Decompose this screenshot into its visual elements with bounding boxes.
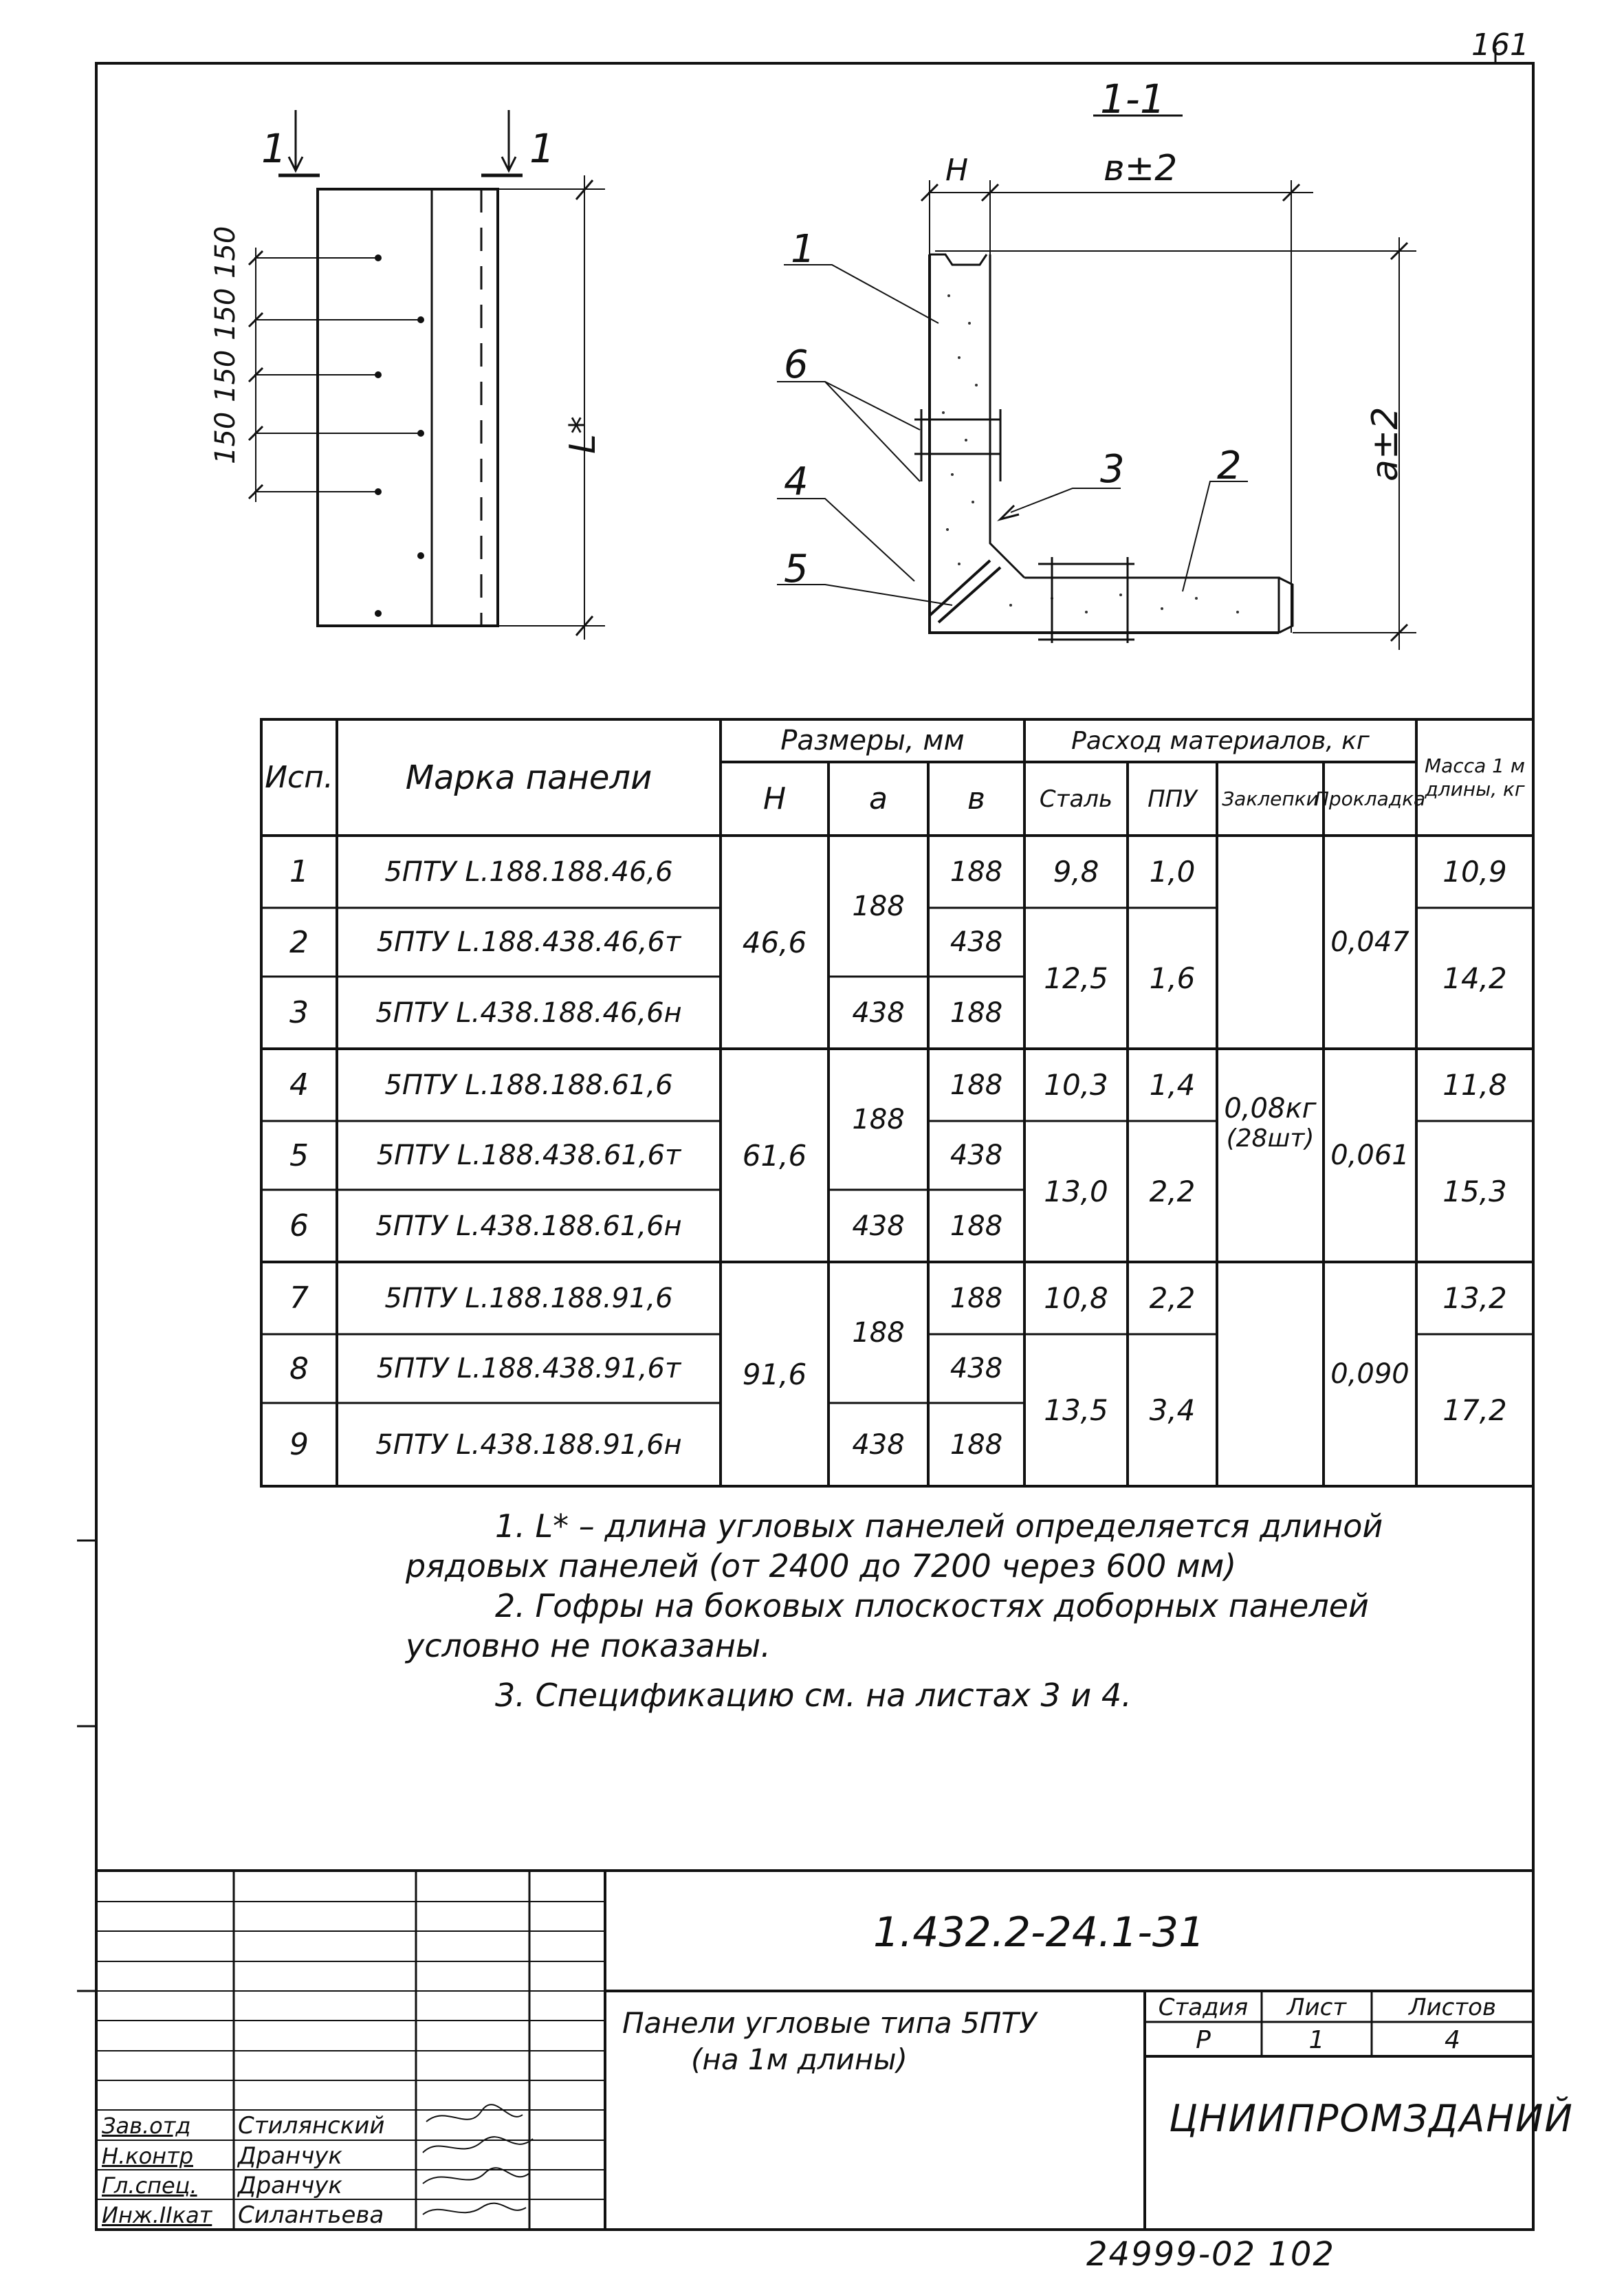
note-line-5: 3. Спецификацию см. на листах 3 и 4. (495, 1677, 1132, 1714)
row-4-mark: 5ПТУ L.188.188.61,6 (384, 1069, 673, 1101)
sheet-value: 1 (1308, 2025, 1325, 2054)
staff-name-3: Дранчук (238, 2172, 342, 2199)
header-mass: Масса 1 м длины, кг (1424, 754, 1525, 801)
row-1-mass: 10,9 (1442, 855, 1507, 889)
section-title: 1-1 (1100, 76, 1165, 122)
group-1-steel-1: 9,8 (1053, 855, 1099, 889)
staff-name-1: Стилянский (238, 2112, 385, 2140)
section-view (777, 116, 1416, 650)
header-gasket: Прокладка (1314, 787, 1426, 810)
cut-label-right: 1 (529, 125, 555, 172)
row-1-mark: 5ПТУ L.188.188.46,6 (384, 856, 673, 888)
row-7-mark: 5ПТУ L.188.188.91,6 (384, 1282, 673, 1314)
spacing-dim-1: 150 (210, 226, 241, 279)
header-mark: Марка панели (405, 758, 652, 797)
callout-2: 2 (1217, 444, 1242, 488)
callout-5: 5 (784, 547, 809, 591)
row-2-b: 438 (950, 926, 1003, 958)
row-2-mark: 5ПТУ L.188.438.46,6т (376, 926, 681, 958)
group-2-mass-2: 15,3 (1442, 1175, 1507, 1208)
row-7-mass: 13,2 (1442, 1281, 1507, 1315)
front-view (249, 110, 605, 640)
row-8-mark: 5ПТУ L.188.438.91,6т (376, 1353, 681, 1384)
group-1-a-top: 188 (852, 890, 905, 922)
group-2-steel-1: 10,3 (1044, 1068, 1108, 1102)
header-ppu: ППУ (1148, 785, 1197, 813)
header-dims: Размеры, мм (780, 725, 965, 756)
callout-4: 4 (784, 459, 809, 504)
group-3-steel-1: 10,8 (1044, 1281, 1108, 1315)
group-3-a-top: 188 (852, 1316, 905, 1349)
rivets-value: 0,08кг (1224, 1093, 1317, 1124)
group-2-a-bottom: 438 (852, 1210, 905, 1242)
row-3-b: 188 (950, 997, 1003, 1029)
row-5-b: 438 (950, 1140, 1003, 1171)
group-1-a-bottom: 438 (852, 997, 905, 1029)
callout-6: 6 (784, 342, 809, 387)
sheets-label: Листов (1408, 1993, 1496, 2021)
rivets-count: (28шт) (1226, 1124, 1315, 1153)
header-dim-H: H (762, 781, 787, 816)
group-3-mass-2: 17,2 (1442, 1393, 1507, 1427)
row-2-isp: 2 (289, 924, 309, 960)
row-6-b: 188 (950, 1210, 1003, 1242)
row-9-mark: 5ПТУ L.438.188.91,6н (375, 1428, 682, 1461)
group-2-ppu-2: 2,2 (1149, 1175, 1196, 1208)
title-line-2: (на 1м длины) (691, 2042, 908, 2076)
section-dim-h: H (945, 153, 969, 188)
group-3-ppu-2: 3,4 (1149, 1393, 1196, 1427)
panel-table (261, 719, 1533, 1486)
header-steel: Сталь (1039, 785, 1113, 813)
sheet-corner-number: 161 (1471, 28, 1529, 63)
title-line-1: Панели угловые типа 5ПТУ (622, 2005, 1037, 2040)
note-line-4: условно не показаны. (406, 1627, 771, 1664)
group-2-steel-2: 13,0 (1044, 1175, 1108, 1208)
header-rivets: Заклепки (1222, 787, 1319, 810)
row-9-isp: 9 (289, 1427, 309, 1462)
sheets-value: 4 (1445, 2025, 1460, 2054)
note-line-3: 2. Гофры на боковых плоскостях доборных панелей (495, 1587, 1369, 1624)
group-1-ppu-2: 1,6 (1149, 961, 1196, 995)
sheet-label: Лист (1286, 1993, 1347, 2021)
row-9-b: 188 (950, 1428, 1003, 1461)
row-4-b: 188 (950, 1069, 1003, 1101)
row-8-b: 438 (950, 1353, 1003, 1384)
signatures (423, 2104, 533, 2214)
group-3-gasket: 0,090 (1330, 1358, 1409, 1390)
group-3-steel-2: 13,5 (1044, 1393, 1108, 1427)
group-1-mass-2: 14,2 (1442, 961, 1507, 995)
spacing-dim-2: 150 (210, 287, 241, 340)
section-dim-b: в±2 (1104, 148, 1178, 189)
stage-value: Р (1196, 2025, 1211, 2054)
staff-name-4: Силантьева (238, 2201, 384, 2229)
staff-role-4: Инж.IIкат (102, 2202, 212, 2228)
header-dim-b: в (967, 781, 985, 816)
footer-code: 24999-02 102 (1086, 2235, 1335, 2274)
group-1-H: 46,6 (742, 925, 807, 959)
header-isp: Исп. (265, 760, 333, 795)
staff-name-2: Дранчук (238, 2142, 342, 2170)
staff-role-3: Гл.спец. (102, 2173, 197, 2199)
group-3-H: 91,6 (742, 1357, 807, 1391)
spacing-dim-4: 150 (210, 411, 241, 464)
length-dim-label: L* (562, 416, 604, 454)
row-4-mass: 11,8 (1442, 1068, 1507, 1102)
row-7-b: 188 (950, 1282, 1003, 1314)
row-1-isp: 1 (289, 854, 309, 889)
group-2-gasket: 0,061 (1330, 1140, 1409, 1171)
group-2-H: 61,6 (742, 1138, 807, 1173)
row-5-isp: 5 (289, 1138, 309, 1173)
spacing-dim-3: 150 (210, 349, 241, 402)
row-3-mark: 5ПТУ L.438.188.46,6н (375, 997, 682, 1029)
header-materials: Расход материалов, кг (1071, 726, 1370, 755)
row-8-isp: 8 (289, 1351, 309, 1386)
section-dim-a: а±2 (1365, 406, 1406, 481)
group-3-ppu-1: 2,2 (1149, 1281, 1196, 1315)
row-3-isp: 3 (289, 995, 309, 1030)
header-dim-a: а (869, 781, 888, 816)
staff-role-1: Зав.отд (102, 2113, 191, 2139)
row-4-isp: 4 (289, 1067, 309, 1102)
note-line-1: 1. L* – длина угловых панелей определяется длиной (495, 1507, 1383, 1545)
group-1-gasket: 0,047 (1330, 926, 1409, 958)
callout-1: 1 (791, 227, 815, 272)
group-2-a-top: 188 (852, 1103, 905, 1135)
row-6-mark: 5ПТУ L.438.188.61,6н (375, 1210, 682, 1242)
group-2-ppu-1: 1,4 (1149, 1068, 1196, 1102)
row-1-b: 188 (950, 856, 1003, 888)
row-7-isp: 7 (289, 1281, 309, 1316)
group-1-ppu-1: 1,0 (1149, 855, 1196, 889)
group-1-steel-2: 12,5 (1044, 961, 1108, 995)
row-6-isp: 6 (289, 1208, 309, 1243)
row-5-mark: 5ПТУ L.188.438.61,6т (376, 1140, 681, 1171)
note-line-2: рядовых панелей (от 2400 до 7200 через 600 мм) (406, 1547, 1237, 1585)
cut-label-left: 1 (261, 125, 287, 172)
group-3-a-bottom: 438 (852, 1428, 905, 1461)
notes-block (406, 1506, 1519, 1715)
staff-role-2: Н.контр (102, 2143, 194, 2169)
organization-name: ЦНИИПРОМЗДАНИЙ (1169, 2096, 1574, 2140)
callout-3: 3 (1100, 447, 1125, 492)
doc-code: 1.432.2-24.1-31 (873, 1908, 1205, 1957)
stage-label: Стадия (1158, 1993, 1249, 2021)
